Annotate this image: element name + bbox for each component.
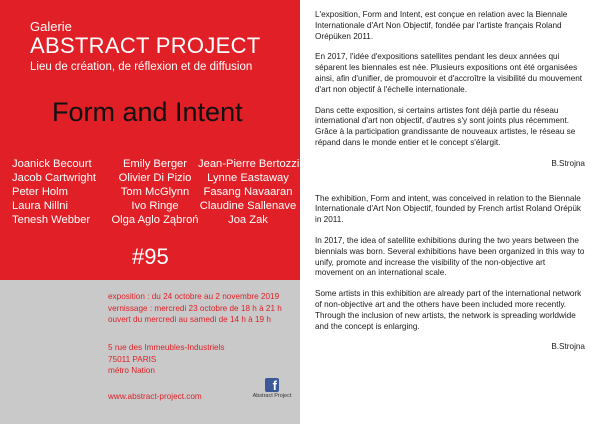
french-paragraph: En 2017, l'idée d'expositions satellites pendant les deux années qui séparent les biennales est née. Plusieurs expositions ont été organisées ainsi, afin d'unifier, de promouvoir et d'accroître la visibilité du mouvement d'art non objectif à l'échelle internationale. xyxy=(315,52,583,94)
artist-name: Jean-Pierre Bertozzi xyxy=(198,158,300,170)
signature-english: B.Strojna xyxy=(551,342,585,352)
artist-column-1 xyxy=(12,157,96,227)
artist-name: Joanick Becourt xyxy=(12,158,92,170)
artist-name: Fasang Navaaran xyxy=(203,186,293,198)
artist-name: Olga Aglo Ząbroń xyxy=(111,214,199,226)
gallery-tagline: Lieu de création, de réflexion et de diffusion xyxy=(30,61,253,73)
date-line: vernissage : mercredi 23 octobre de 18 h à 21 h xyxy=(108,303,282,313)
gallery-address xyxy=(108,342,225,377)
english-paragraph: In 2017, the idea of satellite exhibitions during the two years between the biennials was born. Several exhibitions have been organized in this way to unify, promote and increase the visibility of the non-objective art movement on an international scale. xyxy=(315,235,585,278)
exhibition-number: #95 xyxy=(132,244,169,269)
right-text-panel xyxy=(315,10,585,363)
red-header-block xyxy=(0,0,300,280)
artist-name: Joa Zak xyxy=(228,214,268,226)
artist-name: Olivier Di Pizio xyxy=(118,172,192,184)
website-link[interactable]: www.abstract-project.com xyxy=(108,392,202,401)
artist-name: Ivo Ringe xyxy=(131,200,179,212)
artist-name: Peter Holm xyxy=(12,186,68,198)
address-line: 5 rue des Immeubles-Industriels xyxy=(108,343,225,352)
signature-french: B.Strojna xyxy=(551,158,585,168)
french-paragraph: Dans cette exposition, si certains artistes font déjà partie du réseau international d'art non objectif, d'autres s'y sont joints plus récemment. Grâce à la participation grandissante de nouveaux artistes, le réseau se répand dans le monde entier et le concept s'élargit. xyxy=(315,105,576,147)
artist-column-2 xyxy=(108,157,202,227)
artist-name: Jacob Cartwright xyxy=(12,172,96,184)
artist-name: Claudine Sallenave xyxy=(199,200,297,212)
artist-name: Tenesh Webber xyxy=(12,214,91,226)
english-paragraph: Some artists in this exhibition are already part of the international network of non-objective art and the others have been included more recently. Through the inclusion of new artists, the network is spreading worldwide and the concept is enlarging. xyxy=(315,289,582,331)
artist-name: Tom McGlynn xyxy=(120,186,190,198)
artist-column-3 xyxy=(198,157,298,227)
exhibition-dates xyxy=(108,291,282,326)
gallery-brand-title: ABSTRACT PROJECT xyxy=(30,33,261,58)
address-line: 75011 PARIS xyxy=(108,354,157,364)
facebook-label: Abstract Project xyxy=(252,393,292,399)
address-line: métro Nation xyxy=(108,366,155,375)
date-line: ouvert du mercredi au samedi de 14 h à 19 h xyxy=(108,315,271,324)
date-line: exposition : du 24 octobre au 2 novembre 2019 xyxy=(108,292,280,301)
facebook-link[interactable] xyxy=(252,378,292,400)
artist-name: Laura Nillni xyxy=(12,200,68,212)
artist-name: Emily Berger xyxy=(122,158,188,170)
galerie-label: Galerie xyxy=(30,19,72,34)
artist-name: Lynne Eastaway xyxy=(207,172,289,184)
english-paragraph: The exhibition, Form and intent, was conceived in relation to the Biennale Internationale d'Art Non Objectif, founded by French artist Roland Orépük in 2011. xyxy=(315,193,581,225)
french-paragraph: L'exposition, Form and Intent, est conçue en relation avec la Biennale Internationale d'Art Non Objectif, fondée par l'artiste français Roland Orépüken 2011. xyxy=(315,10,568,41)
facebook-icon[interactable]: f xyxy=(265,378,279,392)
exhibition-title: Form and Intent xyxy=(52,97,243,127)
